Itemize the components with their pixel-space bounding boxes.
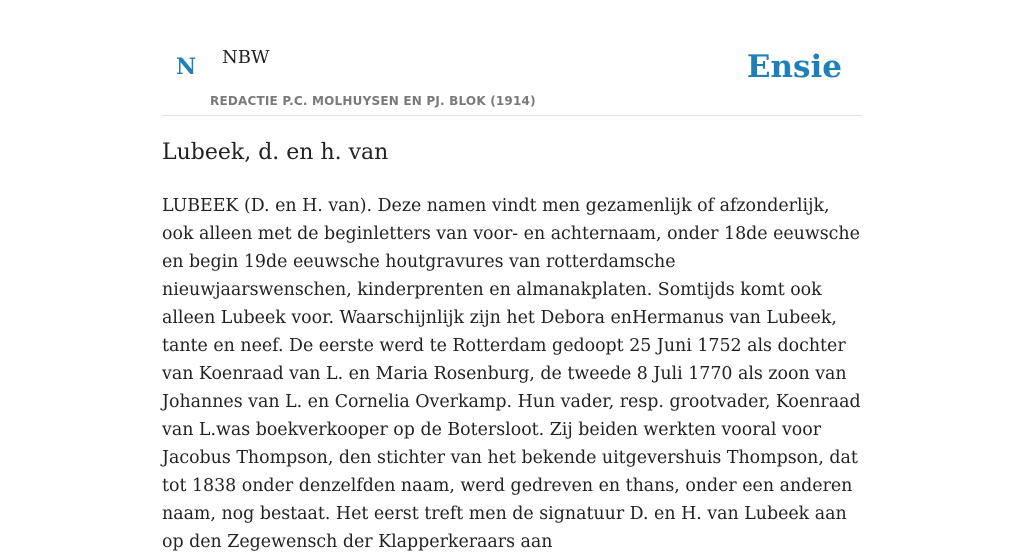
brand-logo[interactable]: Ensie xyxy=(746,49,842,85)
source-subtitle: REDACTIE P.C. MOLHUYSEN EN PJ. BLOK (1914) xyxy=(210,94,536,108)
source-name[interactable]: NBW xyxy=(222,47,270,68)
entry-body: LUBEEK (D. en H. van). Deze namen vindt men gezamenlijk of afzonderlijk, ook alleen met de beginletters van voor- en achternaam, onder 18de eeuwsche en begin 19de eeuwsche houtgravures van rotterdamsche nieuwjaarswenschen, kinderprenten en almanakplaten. Somtijds komt ook alleen Lubeek voor. Waarschijnlijk zijn het Debora enHermanus van Lubeek, tante en neef. De eerste werd te Rotterdam gedoopt 25 Juni 1752 als dochter van Koenraad van L. en Maria Rosenburg, de tweede 8 Juli 1770 als zoon van Johannes van L. en Cornelia Overkamp. Hun vader, resp. grootvader, Koenraad van L.was boekverkooper op de Botersloot. Zij beiden werkten vooral voor Jacobus Thompson, den stichter van het bekende uitgevershuis Thompson, dat tot 1838 onder denzelfden naam, werd gedreven en thans, onder een anderen naam, nog bestaat. Het eerst treft men de signatuur D. en H. van Lubeek aan op den Zegewensch der Klapperkeraars aan xyxy=(162,196,861,552)
source-logo[interactable]: N xyxy=(176,54,197,80)
site-header xyxy=(162,0,862,116)
entry-title: Lubeek, d. en h. van xyxy=(162,140,389,165)
